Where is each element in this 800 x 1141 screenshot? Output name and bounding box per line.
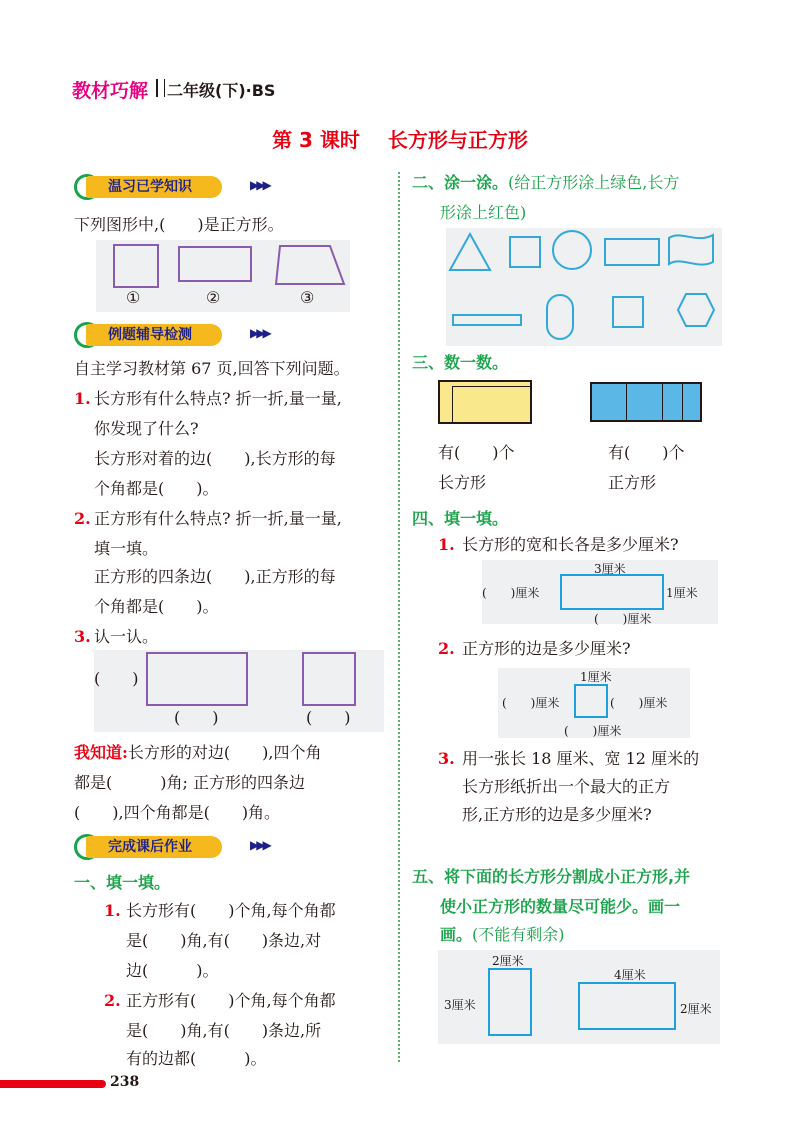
s4-q2-left: ( )厘米: [502, 696, 560, 710]
thin-rectangle-shape: [452, 314, 522, 326]
book-title: 教材巧解: [72, 80, 149, 102]
circle-shape: [552, 230, 592, 270]
example-intro: 自主学习教材第 67 页,回答下列问题。: [74, 359, 350, 378]
wide-rectangle-shape: [578, 982, 676, 1030]
s4-q3-line2: 长方形纸折出一个最大的正方: [462, 777, 671, 796]
review-tag: [74, 174, 274, 200]
lesson-number: 第 3 课时: [272, 128, 360, 152]
hw-q2-number: 2.: [104, 991, 121, 1010]
square-shape: [574, 684, 608, 718]
q1-line3: 长方形对着的边( ),长方形的每: [94, 449, 336, 468]
hw-q1-line2: 是( )角,有( )条边,对: [126, 931, 322, 950]
rectangle-shape: [560, 574, 664, 610]
q1-line2: 你发现了什么?: [94, 419, 199, 438]
s2-note1: (给正方形涂上绿色,长方: [508, 173, 680, 192]
homework-tag: [74, 834, 274, 860]
header-divider: [156, 79, 165, 97]
s4-q1-text: 长方形的宽和长各是多少厘米?: [462, 535, 679, 554]
square-shape: [113, 244, 159, 288]
homework-section1: 一、填一填。: [74, 873, 171, 892]
homework-tag-label: 完成课后作业: [86, 836, 222, 858]
know-text1: 长方形的对边( ),四个角: [127, 743, 322, 762]
know-line2: 都是( )角; 正方形的四条边: [74, 773, 305, 792]
s5-line1: 五、将下面的长方形分割成小正方形,并: [412, 867, 691, 886]
s5-line2: 使小正方形的数量尽可能少。画一: [440, 897, 681, 916]
rectangle-shape: [604, 238, 660, 266]
q3-blank-rect: ( ): [174, 708, 219, 727]
square-shape: [509, 236, 541, 268]
s3-right-line1: 有( )个: [608, 443, 685, 462]
s4-q2-panel: [498, 668, 690, 738]
arrows-icon: ▶▶▶: [250, 326, 269, 340]
hw-q1-number: 1.: [104, 901, 121, 920]
q3-blank-square: ( ): [306, 708, 351, 727]
square-shape: [302, 652, 356, 706]
rectangles-figure: [438, 380, 532, 424]
hw-q1-line1: 长方形有( )个角,每个角都: [126, 901, 336, 920]
s4-title: 四、填一填。: [412, 509, 509, 528]
s5-line3: 画。: [440, 925, 473, 944]
s5-r2-top: 4厘米: [614, 968, 646, 982]
know-line1: [74, 738, 322, 768]
s4-q1-panel: [482, 560, 718, 624]
q3-blank-left: ( ): [94, 669, 139, 688]
s4-q1-left: ( )厘米: [482, 586, 540, 600]
lesson-heading: [0, 124, 800, 153]
review-tag-label: 温习已学知识: [86, 176, 222, 198]
figure-label-1: ①: [126, 288, 141, 307]
s5-r1-top: 2厘米: [492, 954, 524, 968]
oval-shape: [546, 294, 574, 340]
hw-q2-line1: 正方形有( )个角,每个角都: [126, 991, 336, 1010]
square-shape: [612, 296, 644, 328]
lesson-title: 长方形与正方形: [387, 128, 528, 152]
s5-panel: [438, 950, 720, 1044]
q3-number: 3.: [74, 627, 91, 646]
s5-note: (不能有剩余): [472, 925, 565, 944]
know-line3: ( ),四个角都是( )角。: [74, 803, 281, 822]
q2-line1: 正方形有什么特点? 折一折,量一量,: [94, 509, 342, 528]
q2-line2: 填一填。: [94, 539, 159, 558]
s3-right-line2: 正方形: [608, 473, 657, 492]
review-figure-panel: [96, 240, 350, 312]
know-label: 我知道:: [74, 743, 128, 762]
figure-label-2: ②: [206, 288, 221, 307]
review-question: 下列图形中,( )是正方形。: [74, 215, 284, 234]
s4-q2-text: 正方形的边是多少厘米?: [462, 639, 631, 658]
wave-flag-shape: [666, 230, 716, 270]
q1-number: 1.: [74, 389, 91, 408]
q2-line3: 正方形的四条边( ),正方形的每: [94, 567, 336, 586]
page-bar: [0, 1080, 106, 1088]
s3-left-line2: 长方形: [438, 473, 487, 492]
q2-number: 2.: [74, 509, 91, 528]
rectangle-shape: [146, 652, 248, 706]
s2-note2: 形涂上红色): [440, 203, 527, 222]
s4-q1-bottom: ( )厘米: [594, 612, 652, 626]
s5-r1-left: 3厘米: [444, 998, 476, 1012]
arrows-icon: ▶▶▶: [250, 838, 269, 852]
q3-text: 认一认。: [94, 627, 159, 646]
s3-title: 三、数一数。: [412, 353, 509, 372]
hw-q1-line3: 边( )。: [126, 961, 219, 980]
rectangle-shape: [178, 246, 252, 282]
triangle-shape: [448, 232, 492, 272]
s4-q2-right: ( )厘米: [610, 696, 668, 710]
squares-figure: [590, 382, 702, 422]
s5-r2-right: 2厘米: [680, 1002, 712, 1016]
s4-q1-right: 1厘米: [666, 586, 698, 600]
figure-label-3: ③: [300, 288, 315, 307]
s4-q3-line3: 形,正方形的边是多少厘米?: [462, 805, 652, 824]
trapezoid-shape: [274, 244, 346, 286]
s2-title: 二、涂一涂。: [412, 173, 509, 192]
q1-line4: 个角都是( )。: [94, 479, 219, 498]
s4-q2-bottom: ( )厘米: [564, 724, 622, 738]
s5-line3-wrap: [440, 920, 565, 950]
hw-q2-line3: 有的边都( )。: [126, 1049, 267, 1068]
tall-rectangle-shape: [488, 968, 532, 1036]
arrows-icon: ▶▶▶: [250, 178, 269, 192]
s4-q2-top: 1厘米: [580, 670, 612, 684]
column-divider: [398, 172, 400, 1062]
grade-label: 二年级(下)·BS: [167, 81, 276, 100]
example-tag: [74, 322, 274, 348]
example-tag-label: 例题辅导检测: [86, 324, 222, 346]
s4-q2-number: 2.: [438, 639, 455, 658]
s2-shapes-panel: [446, 228, 722, 346]
q1-line1: 长方形有什么特点? 折一折,量一量,: [94, 389, 342, 408]
q3-figure-panel: [94, 650, 384, 732]
hw-q2-line2: 是( )角,有( )条边,所: [126, 1021, 322, 1040]
q2-line4: 个角都是( )。: [94, 597, 219, 616]
s4-q3-number: 3.: [438, 749, 455, 768]
s2-heading: [412, 168, 679, 198]
s4-q1-top: 3厘米: [594, 562, 626, 576]
page-number: 238: [110, 1074, 140, 1090]
s4-q1-number: 1.: [438, 535, 455, 554]
s4-q3-line1: 用一张长 18 厘米、宽 12 厘米的: [462, 749, 700, 768]
s3-left-line1: 有( )个: [438, 443, 515, 462]
hexagon-shape: [676, 292, 716, 328]
